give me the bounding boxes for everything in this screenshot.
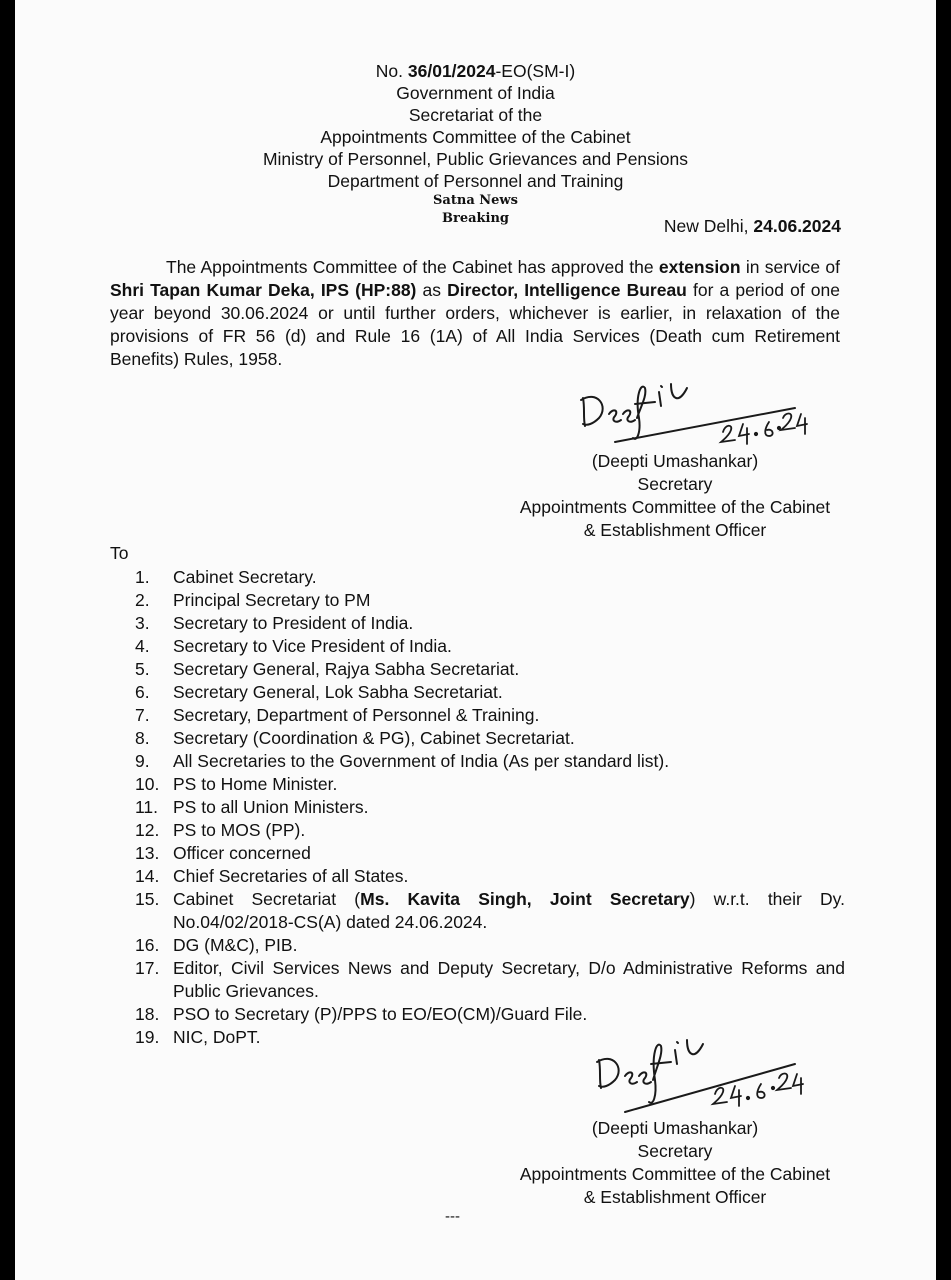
list-item bbox=[110, 819, 845, 842]
footer-dashes: --- bbox=[445, 1208, 460, 1225]
signatory-office: Appointments Committee of the Cabinet bbox=[519, 497, 831, 517]
reference-number: No. 36/01/2024-EO(SM-I) bbox=[375, 61, 576, 81]
list-item-text: Principal Secretary to PM bbox=[173, 590, 371, 610]
list-item-number: 13. bbox=[135, 843, 160, 863]
list-item bbox=[110, 1003, 845, 1026]
list-item bbox=[110, 796, 845, 819]
list-item bbox=[110, 727, 845, 750]
list-item-text: Cabinet Secretariat ( bbox=[173, 889, 361, 909]
list-item-text: PS to MOS (PP). bbox=[173, 820, 306, 840]
list-item bbox=[110, 704, 845, 727]
handwritten-signature-1 bbox=[575, 378, 815, 458]
list-item-number: 7. bbox=[135, 705, 150, 725]
list-item-number: 1. bbox=[135, 567, 150, 587]
list-item bbox=[110, 934, 845, 957]
list-item-text: NIC, DoPT. bbox=[173, 1027, 261, 1047]
list-item-text: PSO to Secretary (P)/PPS to EO/EO(CM)/Guard File. bbox=[173, 1004, 588, 1024]
list-item-number: 9. bbox=[135, 751, 150, 771]
signatory-office-2b: & Establishment Officer bbox=[583, 1187, 767, 1207]
list-item bbox=[110, 566, 845, 589]
list-item-number: 6. bbox=[135, 682, 150, 702]
to-label: To bbox=[110, 543, 129, 563]
document-page bbox=[15, 0, 936, 1280]
signatory-name: (Deepti Umashankar) bbox=[591, 451, 759, 471]
signatory-office-2: & Establishment Officer bbox=[583, 520, 767, 540]
list-item-number: 8. bbox=[135, 728, 150, 748]
handwritten-signature-2 bbox=[585, 1030, 825, 1120]
list-item-number: 18. bbox=[135, 1004, 160, 1024]
list-item-text: Secretary (Coordination & PG), Cabinet Secretariat. bbox=[173, 728, 575, 748]
list-item-text: DG (M&C), PIB. bbox=[173, 935, 298, 955]
list-item-number: 3. bbox=[135, 613, 150, 633]
signatory-name-2: (Deepti Umashankar) bbox=[591, 1118, 759, 1138]
list-item bbox=[110, 681, 845, 704]
distribution-list bbox=[110, 566, 845, 1049]
signatory-designation-2: Secretary bbox=[637, 1141, 713, 1161]
list-item-text: PS to all Union Ministers. bbox=[173, 797, 369, 817]
list-item bbox=[110, 658, 845, 681]
order-paragraph: The Appointments Committee of the Cabinet has approved the extension in service of Shri Tapan Kumar Deka, IPS (HP:88) as Director, Intelligence Bureau for a period of one year beyond 30.06.2024 or until further orders, whichever is earlier, in relaxation of the provisions of FR 56 (d) and Rule 16 (1A) of All India Services (Death cum Retirement Benefits) Rules, 1958. bbox=[110, 257, 840, 369]
list-item-text: Secretary, Department of Personnel & Training. bbox=[173, 705, 540, 725]
list-item-text: PS to Home Minister. bbox=[173, 774, 338, 794]
place-date: New Delhi, 24.06.2024 bbox=[663, 216, 841, 236]
signature-block-2 bbox=[475, 1117, 875, 1209]
list-item-number: 5. bbox=[135, 659, 150, 679]
list-item-text: Secretary General, Lok Sabha Secretariat. bbox=[173, 682, 503, 702]
list-item-text: ) w.r.t. their Dy. No.04/02/2018-CS(A) dated 24.06.2024. bbox=[173, 889, 846, 932]
list-item-number: 11. bbox=[135, 797, 159, 817]
watermark-line1: Satna News bbox=[433, 193, 518, 208]
header-government: Government of India bbox=[396, 83, 555, 103]
list-item bbox=[110, 773, 845, 796]
list-item-number: 10. bbox=[135, 774, 160, 794]
list-item-number: 14. bbox=[135, 866, 160, 886]
list-item bbox=[110, 750, 845, 773]
watermark-line2: Breaking bbox=[441, 211, 510, 226]
header-department: Department of Personnel and Training bbox=[327, 171, 624, 191]
list-item-number: 17. bbox=[135, 958, 160, 978]
list-item-text: Officer concerned bbox=[173, 843, 311, 863]
list-item-number: 19. bbox=[135, 1027, 160, 1047]
header-acc: Appointments Committee of the Cabinet bbox=[320, 127, 631, 147]
list-item-text: All Secretaries to the Government of India (As per standard list). bbox=[173, 751, 670, 771]
list-item bbox=[110, 635, 845, 658]
list-item bbox=[110, 589, 845, 612]
list-item-text: Cabinet Secretary. bbox=[173, 567, 317, 587]
list-item-bold-text: Ms. Kavita Singh, Joint Secretary bbox=[360, 889, 690, 909]
list-item bbox=[110, 888, 845, 934]
header-ministry: Ministry of Personnel, Public Grievances and Pensions bbox=[262, 149, 689, 169]
list-item-text: Secretary General, Rajya Sabha Secretariat. bbox=[173, 659, 520, 679]
list-item-number: 2. bbox=[135, 590, 150, 610]
signature-block-1 bbox=[475, 450, 875, 542]
header-secretariat: Secretariat of the bbox=[408, 105, 543, 125]
list-item-number: 12. bbox=[135, 820, 160, 840]
list-item bbox=[110, 957, 845, 1003]
list-item-text: Editor, Civil Services News and Deputy Secretary, D/o Administrative Reforms and Public Grievances. bbox=[173, 958, 845, 1001]
list-item bbox=[110, 842, 845, 865]
list-item-text: Secretary to President of India. bbox=[173, 613, 414, 633]
signatory-designation: Secretary bbox=[637, 474, 713, 494]
list-item-text: Chief Secretaries of all States. bbox=[173, 866, 409, 886]
list-item bbox=[110, 865, 845, 888]
list-item-number: 16. bbox=[135, 935, 160, 955]
list-item-number: 4. bbox=[135, 636, 150, 656]
list-item bbox=[110, 612, 845, 635]
list-item-number: 15. bbox=[135, 889, 160, 909]
signatory-office-2a: Appointments Committee of the Cabinet bbox=[519, 1164, 831, 1184]
list-item-text: Secretary to Vice President of India. bbox=[173, 636, 452, 656]
